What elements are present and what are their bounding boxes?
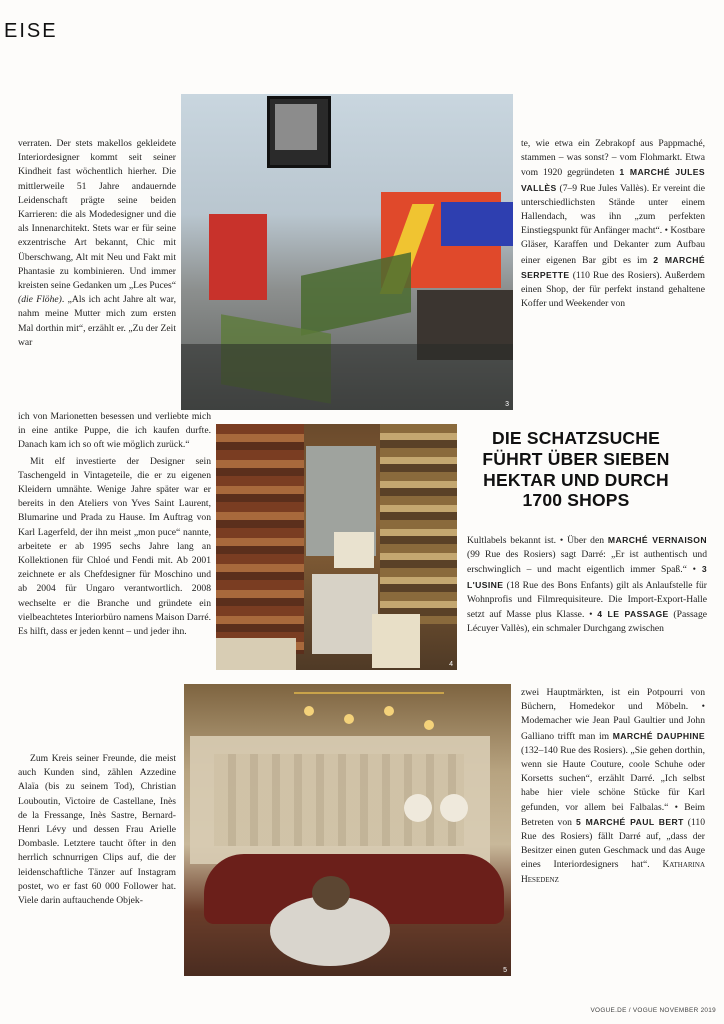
pull-quote-headline: DIE SCHATZSUCHE FÜHRT ÜBER SIEBEN HEKTAR UND DURCH 1700 SHOPS bbox=[482, 428, 670, 511]
article-column-right-top bbox=[521, 137, 705, 311]
body-text: Kultlabels bekannt ist. • Über den bbox=[467, 535, 608, 546]
photo-flea-market-hall bbox=[181, 94, 513, 410]
body-text: (110 Rue des Rosiers) fällt Darré auf, „dass der Besitzer einen guten Geschmack und das Auge eines Interiordesigners hat“. bbox=[521, 816, 705, 871]
body-text: (18 Rue des Bons Enfants) gilt als Anlaufstelle für Wohnprofis und Filmrequisiteure. Die Import-Export-Halle setzt auf Masse plus Klasse. • bbox=[467, 579, 707, 621]
venue-name: 4 LE PASSAGE bbox=[597, 609, 669, 620]
venue-name: 3 L'USINE bbox=[467, 564, 707, 590]
article-paragraph bbox=[521, 137, 705, 311]
article-column-left-low bbox=[18, 752, 176, 908]
article-paragraph: Zum Kreis seiner Freunde, die meist auch Kunden sind, zählen Azzedine Alaïa (bis zu seinem Tod), Christian Louboutin, Victoire de Castellane, Inès de la Fressange, Inès Sastre, Bernard-Henri Lévy und dessen Frau Arielle Dombasle. Letztere taucht öfter in den herrlich schnurrigen Clips auf, die der leidenschaftliche Tänzer auf Instagram postet, wo er fast 60 000 Follower hat. Viele darin auftauchende Objek- bbox=[18, 753, 176, 907]
body-text: (110 Rue des Rosiers). Außerdem einen Shop, der für perfekt instand gehaltene Koffer und Weekender von bbox=[521, 269, 705, 310]
body-text: (132–140 Rue des Rosiers). „Sie gehen dorthin, wenn sie Haute Couture, coole Schuhe oder Korsetts suchen“, erzählt Darré. „Ich selbst habe hier viele schöne Stücke für Karl gefunden, vor allem bei Falbalas.“ • Beim Betreten von bbox=[521, 744, 705, 828]
article-paragraph bbox=[521, 686, 705, 887]
photo-bookshop bbox=[216, 424, 457, 670]
author-signature: Katharina Hesedenz bbox=[521, 860, 705, 885]
body-text: (7–9 Rue Jules Vallès). Er vereint die unterschiedlichsten Stände unter einem Hallendach, was ihn „zum perfekten Einstiegspunkt für Anfänger macht“. • Kostbare Gläser, Karaffen und Dekanter zum Aufbau einer eigenen Bar gibt es im bbox=[521, 182, 705, 266]
article-column-right-mid bbox=[467, 533, 707, 636]
article-paragraph: Mit elf investierte der Designer sein Taschengeld in Vintageteile, die er zu eigenen Kleidern umnähte. Wenige Jahre später war er bereits in den Ateliers von Yves Saint Laurent, Blumarine und Prada zu Hause. Im Auftrag von Karl Lagerfeld, der ihn meist „mon puce“ nannte, arbeitete er ab 1995 sechs Jahre lang an Kollektionen für Chloé und Fendi mit. Ab 2001 zeichnete er als Chefdesigner für Moschino und ab 2004 für Ungaro verantwortlich. 2008 wechselte er die Branche und gründete ein vielbeachtetes Interiorbüro namens Maison Darré. Es hilft, dass er jeden kennt – und jeder ihn. bbox=[18, 455, 211, 638]
article-paragraph bbox=[18, 137, 176, 350]
article-column-right-low bbox=[521, 686, 705, 887]
italic-text: (die Flöhe) bbox=[18, 294, 62, 306]
body-text: . „Als ich acht Jahre alt war, nahm meine Mutter mich zum ersten Mal dorthin mit“, erzählt er. „Zu der Zeit war bbox=[18, 294, 176, 348]
body-text: verraten. Der stets makellos gekleidete Interiordesigner kommt seit seiner Kindheit fast wöchentlich hierher. Die mittlerweile 51 Jahre andauernde Leidenschaft prägte seine beiden Karrieren: die als Modedesigner und die als Innenarchitekt. Stets war er für seine exzentrische Art bekannt, Chic mit Überschwang, Alt mit Neu und Fakt mit Phantasie zu kombinieren. Und immer kreisten seine Gedanken um „Les Puces“ bbox=[18, 138, 176, 292]
venue-name: MARCHÉ VERNAISON bbox=[607, 535, 707, 545]
photo-number: 5 bbox=[503, 967, 507, 974]
body-text: (99 Rue des Rosiers) sagt Darré: „Er ist authentisch und erschwinglich – und macht eigentlich immer Spaß.“ • bbox=[467, 549, 707, 576]
article-column-left-mid bbox=[18, 410, 211, 639]
article-column-left-top bbox=[18, 137, 176, 350]
page-footer: VOGUE.DE / VOGUE NOVEMBER 2019 bbox=[590, 1007, 716, 1014]
article-paragraph bbox=[467, 533, 707, 636]
body-text: (Passage Lécuyer Vallès), ein schmaler Durchgang zwischen bbox=[467, 609, 707, 635]
section-header: EISE bbox=[4, 20, 58, 42]
photo-number: 4 bbox=[449, 661, 453, 668]
photo-salon-interior bbox=[184, 684, 511, 976]
venue-name: 5 MARCHÉ PAUL BERT bbox=[575, 816, 684, 827]
venue-name: MARCHÉ DAUPHINE bbox=[612, 730, 705, 741]
venue-name: 2 MARCHÉ SERPETTE bbox=[521, 254, 705, 280]
article-paragraph: ich von Marionetten besessen und verliebte mich in eine antike Puppe, die ich kaufen durfte. Danach kam ich so oft wie möglich zurück.“ bbox=[18, 411, 211, 451]
body-text: te, wie etwa ein Zebrakopf aus Pappmaché, stammen – was sonst? – vom Flohmarkt. Etwa vom 1920 gegründeten bbox=[521, 138, 705, 179]
photo-number: 3 bbox=[505, 401, 509, 408]
body-text: zwei Hauptmärkten, ist ein Potpourri von Büchern, Homedekor und Möbeln. • Modemacher wie Jean Paul Gaultier und John Galliano trifft man im bbox=[521, 687, 705, 742]
venue-name: 1 MARCHÉ JULES VALLÈS bbox=[521, 167, 705, 193]
